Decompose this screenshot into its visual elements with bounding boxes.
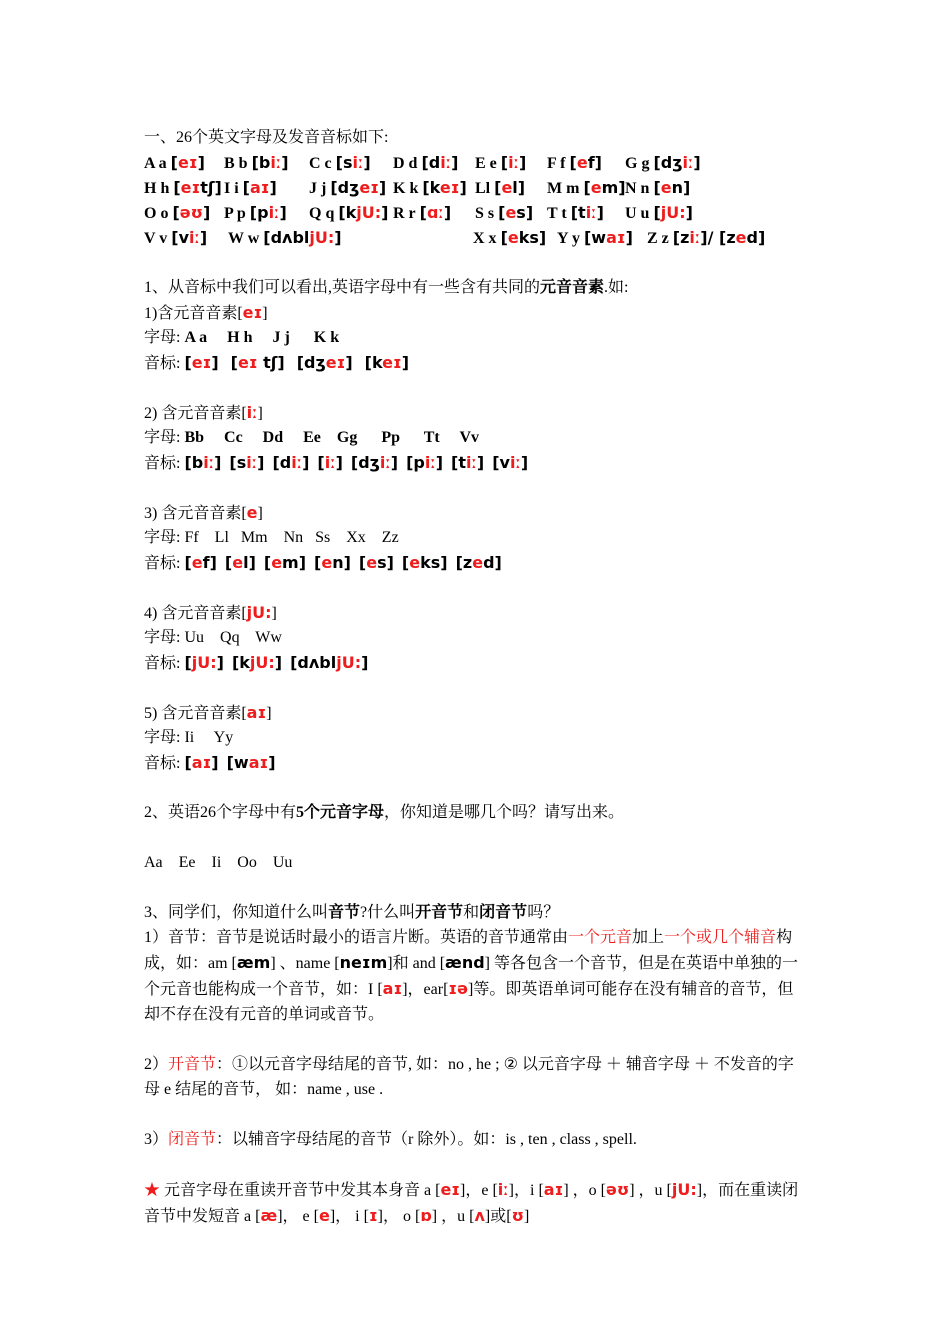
ipa-transcription: [jU:] <box>653 203 693 222</box>
alphabet-row <box>144 150 808 175</box>
vowel-group-letters: 字母: Ff Ll Mm Nn Ss Xx Zz <box>144 529 399 546</box>
letter-pair: G g <box>625 155 650 172</box>
alphabet-entry <box>475 200 547 226</box>
ipa-transcription: [el] <box>494 178 526 197</box>
vowel-group-ipa: 音标: [ef] [el] [em] [en] [es] [eks] [zed] <box>144 553 502 572</box>
syllable-definition-paragraph: 1）音节：音节是说话时最小的语言片断。英语的音节通常由一个元音加上一个或几个辅音构成，如：am [æm] 、name [neɪm]和 and [ænd] 等各包含一个音节，但是在英语中单独的一个元音也能构成一个音节，如：I [aɪ]，ear[ɪə]等。即英语单词可能存在没有辅音的音节，但却不存在没有元音的单词或音节。 <box>144 929 798 1023</box>
alphabet-entry <box>473 225 557 251</box>
intro-line: 一、26个英文字母及发音音标如下: <box>144 129 389 146</box>
ipa-transcription: [keɪ] <box>422 178 467 197</box>
ipa-transcription: [iː] <box>317 453 343 472</box>
ipa-transcription: [dʒeɪ] <box>296 353 353 372</box>
ipa-transcription: [aɪ] <box>242 178 277 197</box>
vowel-group-letters: 字母: Bb Cc Dd Ee Gg Pp Tt Vv <box>144 429 479 446</box>
vowel-group-ipa: 音标: [biː] [siː] [diː] [iː] [dʒiː] [piː] [tiː] [viː] <box>144 453 529 472</box>
ipa-transcription: [piː] <box>406 453 444 472</box>
ipa-transcription: [keɪ] <box>364 353 410 372</box>
ipa-transcription: [kjU:] <box>338 203 389 222</box>
alphabet-entry <box>144 150 224 176</box>
ipa-transcription: [eɪ] <box>184 353 219 372</box>
ipa-transcription: [eɪ tʃ] <box>230 353 285 372</box>
alphabet-entry <box>144 200 224 226</box>
ipa-transcription: [eɪtʃ] <box>173 178 222 197</box>
ipa-transcription: [piː] <box>249 203 287 222</box>
ipa-transcription: [waɪ] <box>583 228 633 247</box>
closed-syllable-paragraph: 3）闭音节：以辅音字母结尾的音节（r 除外）。如：is , ten , class , spell. <box>144 1131 637 1148</box>
alphabet-entry <box>393 150 475 176</box>
ipa-transcription: [diː] <box>272 453 310 472</box>
section3-title: 3、同学们，你知道什么叫音节?什么叫开音节和闭音节吗？ <box>144 904 560 921</box>
alphabet-entry <box>475 150 547 176</box>
vowel-group-letters: 字母: Uu Qq Ww <box>144 629 282 646</box>
alphabet-entry <box>647 225 807 251</box>
letter-pair: U u <box>625 205 650 222</box>
ipa-transcription: [en] <box>314 553 351 572</box>
ipa-transcription: [jU:] <box>184 653 224 672</box>
ipa-transcription: [tiː] <box>570 203 604 222</box>
vowel-groups <box>144 300 808 800</box>
ipa-transcription: [siː] <box>335 153 371 172</box>
ipa-transcription: [waɪ] <box>226 753 276 772</box>
ipa-transcription: [dʒiː] <box>350 453 399 472</box>
letter-pair: W w <box>228 230 260 247</box>
letter-pair: I i <box>224 180 239 197</box>
section2-title: 2、英语26个字母中有5个元音字母，你知道是哪几个吗？请写出来。 <box>144 804 625 821</box>
ipa-transcription: [ɑː] <box>419 203 452 222</box>
ipa-transcription: [ef] <box>184 553 217 572</box>
letter-pair: Y y <box>557 230 580 247</box>
letter-pair: T t <box>547 205 567 222</box>
vowel-group-heading: 3) 含元音音素[e] <box>144 503 263 522</box>
alphabet-entry <box>547 200 625 226</box>
alphabet-entry <box>393 175 475 201</box>
letter-pair: Z z <box>647 230 669 247</box>
ipa-transcription: [es] <box>498 203 534 222</box>
letter-pair: A a <box>144 155 167 172</box>
letter-pair: H h <box>144 180 170 197</box>
vowel-group-ipa: 音标: [jU:] [kjU:] [dʌbljU:] <box>144 653 369 672</box>
alphabet-row <box>144 200 808 225</box>
ipa-transcription: [kjU:] <box>231 653 283 672</box>
vowel-group-heading: 1)含元音音素[eɪ] <box>144 303 268 322</box>
vowel-group-ipa: 音标: [aɪ] [waɪ] <box>144 753 276 772</box>
letter-pair: S s <box>475 205 495 222</box>
alphabet-entry <box>144 175 224 201</box>
vowel-group-heading: 5) 含元音音素[aɪ] <box>144 703 272 722</box>
letter-pair: B b <box>224 155 248 172</box>
star-note-paragraph: ★ 元音字母在重读开音节中发其本身音 a [eɪ]，e [iː]，i [aɪ] ，o [əʊ] ，u [jU:]，而在重读闭音节中发短音 a [æ]， e [e]， i [ɪ]， o [ɒ] ，u [ʌ]或[ʊ] <box>144 1180 799 1225</box>
ipa-transcription: [dʌbljU:] <box>290 653 369 672</box>
alphabet-table <box>144 150 808 250</box>
star-icon: ★ <box>144 1182 161 1199</box>
alphabet-entry <box>309 175 393 201</box>
ipa-transcription: [diː] <box>421 153 459 172</box>
ipa-transcription: [dʌbljU:] <box>263 228 342 247</box>
ipa-transcription: [el] <box>224 553 256 572</box>
ipa-transcription: [eɪ] <box>170 153 205 172</box>
section1-title: 1、从音标中我们可以看出,英语字母中有一些含有共同的元音音素.如: <box>144 279 629 296</box>
ipa-transcription: [tiː] <box>451 453 485 472</box>
ipa-transcription: [en] <box>653 178 691 197</box>
alphabet-entry <box>625 150 715 176</box>
letter-pair: N n <box>625 180 650 197</box>
ipa-transcription: [dʒeɪ] <box>330 178 387 197</box>
letter-pair: Ll <box>475 180 491 197</box>
letter-pair: P p <box>224 205 246 222</box>
ipa-transcription: [eks] <box>500 228 547 247</box>
ipa-transcription: [em] <box>583 178 626 197</box>
alphabet-entry <box>224 200 309 226</box>
letter-pair: O o <box>144 205 169 222</box>
letter-pair: C c <box>309 155 332 172</box>
letter-pair: M m <box>547 180 580 197</box>
open-syllable-paragraph: 2）开音节：①以元音字母结尾的音节, 如：no , he ; ② 以元音字母 ＋ 辅音字母 ＋ 不发音的字母 e 结尾的音节， 如：name , use . <box>144 1056 794 1098</box>
ipa-transcription: [aɪ] <box>184 753 219 772</box>
ipa-transcription: [viː] <box>492 453 529 472</box>
alphabet-entry <box>625 175 715 201</box>
letter-pair: R r <box>393 205 416 222</box>
alphabet-entry <box>625 200 715 226</box>
ipa-transcription: [ziː]/ [zed] <box>672 228 766 247</box>
ipa-transcription: [es] <box>358 553 394 572</box>
alphabet-entry <box>309 200 393 226</box>
document-content <box>144 125 808 1229</box>
alphabet-entry <box>144 225 228 251</box>
vowel-group-heading: 2) 含元音音素[iː] <box>144 403 263 422</box>
letter-pair: F f <box>547 155 566 172</box>
ipa-transcription: [em] <box>263 553 307 572</box>
alphabet-entry <box>475 175 547 201</box>
alphabet-entry <box>557 225 647 251</box>
letter-pair: X x <box>473 230 497 247</box>
letter-pair: J j <box>309 180 327 197</box>
alphabet-entry <box>224 175 309 201</box>
ipa-transcription: [biː] <box>184 453 222 472</box>
ipa-transcription: [biː] <box>251 153 289 172</box>
ipa-transcription: [dʒiː] <box>653 153 701 172</box>
ipa-transcription: [əʊ] <box>172 203 211 222</box>
alphabet-entry <box>224 150 309 176</box>
ipa-transcription: [zed] <box>455 553 502 572</box>
vowel-letters-answer: Aa Ee Ii Oo Uu <box>144 854 293 871</box>
alphabet-row <box>144 175 808 200</box>
letter-pair: E e <box>475 155 497 172</box>
ipa-transcription: [iː] <box>500 153 527 172</box>
alphabet-entry <box>393 200 475 226</box>
ipa-transcription: [viː] <box>171 228 208 247</box>
alphabet-entry <box>547 150 625 176</box>
alphabet-entry <box>309 150 393 176</box>
letter-pair: V v <box>144 230 168 247</box>
alphabet-entry <box>228 225 473 251</box>
vowel-group-letters: 字母: Ii Yy <box>144 729 234 746</box>
vowel-group-letters: 字母: A a H h J j K k <box>144 329 340 346</box>
letter-pair: D d <box>393 155 418 172</box>
letter-pair: Q q <box>309 205 335 222</box>
alphabet-entry <box>547 175 625 201</box>
ipa-transcription: [eks] <box>401 553 448 572</box>
alphabet-row <box>144 225 808 250</box>
letter-pair: K k <box>393 180 419 197</box>
ipa-transcription: [siː] <box>229 453 265 472</box>
ipa-transcription: [ef] <box>569 153 602 172</box>
vowel-group-ipa: 音标: [eɪ] [eɪ tʃ] [dʒeɪ] [keɪ] <box>144 353 410 372</box>
vowel-group-heading: 4) 含元音音素[jU:] <box>144 603 277 622</box>
